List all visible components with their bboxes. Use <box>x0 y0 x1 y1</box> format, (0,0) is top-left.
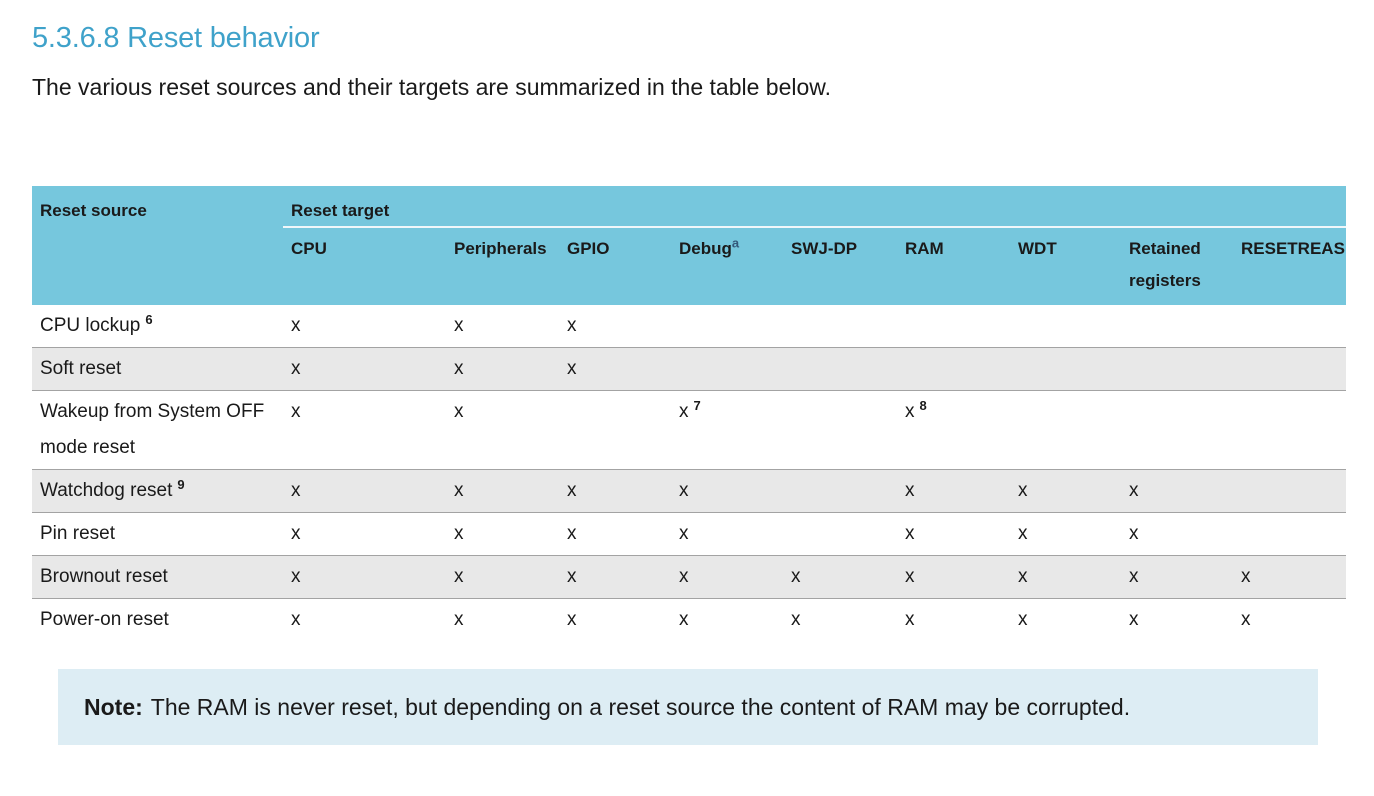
x-mark: x <box>1129 566 1139 587</box>
mark-cell-resetreas <box>1233 470 1346 513</box>
mark-cell-gpio <box>559 470 671 513</box>
x-mark: x <box>454 480 464 501</box>
mark-cell-peripherals <box>446 513 559 556</box>
mark-cell-gpio <box>559 391 671 470</box>
x-mark: x <box>291 523 301 544</box>
reset-source-label: Watchdog reset <box>40 480 173 501</box>
mark-cell-retained-registers <box>1121 556 1233 599</box>
x-mark: x <box>1241 566 1251 587</box>
x-mark: x <box>1018 566 1028 587</box>
reset-source-label: CPU lockup <box>40 315 141 336</box>
x-mark: x <box>679 609 689 630</box>
mark-cell-wdt <box>1010 305 1121 348</box>
mark-cell-retained-registers <box>1121 391 1233 470</box>
column-header-label: WDT <box>1018 239 1057 258</box>
mark-cell-cpu <box>283 305 446 348</box>
mark-cell-debug <box>671 305 783 348</box>
mark-cell-wdt <box>1010 599 1121 642</box>
column-header-gpio <box>559 227 671 305</box>
mark-cell-debug <box>671 391 783 470</box>
mark-cell-resetreas <box>1233 391 1346 470</box>
x-mark: x <box>291 315 301 336</box>
mark-cell-cpu <box>283 556 446 599</box>
column-header-label: Retained registers <box>1129 239 1201 290</box>
note-label: Note: <box>84 694 143 720</box>
mark-cell-debug <box>671 556 783 599</box>
mark-cell-cpu <box>283 470 446 513</box>
x-mark: x <box>291 358 301 379</box>
section-heading: 5.3.6.8 Reset behavior <box>32 22 320 54</box>
x-mark: x <box>905 566 915 587</box>
x-mark: x <box>454 401 464 422</box>
mark-cell-swj-dp <box>783 391 897 470</box>
column-header-cpu <box>283 227 446 305</box>
x-mark: x <box>454 609 464 630</box>
mark-cell-swj-dp <box>783 513 897 556</box>
mark-cell-resetreas <box>1233 556 1346 599</box>
mark-cell-cpu <box>283 513 446 556</box>
mark-cell-swj-dp <box>783 470 897 513</box>
reset-source-label: Pin reset <box>40 523 115 544</box>
column-header-label: SWJ-DP <box>791 239 858 258</box>
x-mark: x <box>1129 523 1139 544</box>
reset-source-cell <box>32 348 283 391</box>
x-mark: x <box>454 566 464 587</box>
x-mark: x <box>791 566 801 587</box>
reset-source-label: Wakeup from System OFF mode reset <box>40 401 265 458</box>
x-mark: x <box>1018 480 1028 501</box>
x-mark: x <box>291 609 301 630</box>
mark-cell-peripherals <box>446 599 559 642</box>
mark-cell-debug <box>671 348 783 391</box>
table-row-cpu-lockup <box>32 305 1346 348</box>
intro-paragraph: The various reset sources and their targets are summarized in the table below. <box>32 74 832 100</box>
footnote-ref-8: 8 <box>919 397 927 413</box>
mark-cell-ram <box>897 305 1010 348</box>
table-row-power-on-reset <box>32 599 1346 642</box>
mark-cell-ram <box>897 513 1010 556</box>
x-mark: x <box>454 358 464 379</box>
mark-cell-gpio <box>559 599 671 642</box>
table-header-group-row <box>32 186 1346 227</box>
reset-source-cell <box>32 305 283 348</box>
mark-cell-cpu <box>283 348 446 391</box>
mark-cell-wdt <box>1010 391 1121 470</box>
column-header-label: Debug <box>679 239 732 258</box>
mark-cell-swj-dp <box>783 599 897 642</box>
mark-cell-ram <box>897 348 1010 391</box>
column-header-swj-dp <box>783 227 897 305</box>
column-header-ram <box>897 227 1010 305</box>
column-header-label: Peripherals <box>454 239 547 258</box>
mark-cell-debug <box>671 599 783 642</box>
footnote-ref-6: 6 <box>145 311 153 327</box>
reset-source-cell <box>32 391 283 470</box>
mark-cell-debug <box>671 470 783 513</box>
mark-cell-ram <box>897 599 1010 642</box>
mark-cell-retained-registers <box>1121 599 1233 642</box>
x-mark: x <box>905 609 915 630</box>
x-mark: x <box>905 523 915 544</box>
reset-source-cell <box>32 556 283 599</box>
reset-source-header: Reset source <box>32 186 283 305</box>
mark-cell-peripherals <box>446 348 559 391</box>
footnote-ref-7: 7 <box>693 397 701 413</box>
x-mark: x <box>679 480 689 501</box>
mark-cell-wdt <box>1010 513 1121 556</box>
mark-cell-peripherals <box>446 556 559 599</box>
note-text: The RAM is never reset, but depending on a reset source the content of RAM may be corrupted. <box>150 694 1131 720</box>
reset-behavior-table <box>32 186 1346 641</box>
x-mark: x <box>567 523 577 544</box>
mark-cell-swj-dp <box>783 305 897 348</box>
reset-source-label: Brownout reset <box>40 566 168 587</box>
reset-source-cell <box>32 470 283 513</box>
mark-cell-gpio <box>559 348 671 391</box>
table-row-watchdog-reset <box>32 470 1346 513</box>
mark-cell-cpu <box>283 391 446 470</box>
x-mark: x <box>567 358 577 379</box>
reset-source-cell <box>32 513 283 556</box>
x-mark: x <box>567 609 577 630</box>
mark-cell-gpio <box>559 513 671 556</box>
x-mark: x <box>567 315 577 336</box>
mark-cell-retained-registers <box>1121 513 1233 556</box>
mark-cell-gpio <box>559 305 671 348</box>
mark-cell-retained-registers <box>1121 305 1233 348</box>
table-row-pin-reset <box>32 513 1346 556</box>
mark-cell-debug <box>671 513 783 556</box>
x-mark: x <box>679 566 689 587</box>
mark-cell-retained-registers <box>1121 470 1233 513</box>
table-row-wakeup-from-system-off-mode-reset <box>32 391 1346 470</box>
x-mark: x <box>679 523 689 544</box>
column-header-label: RAM <box>905 239 944 258</box>
mark-cell-swj-dp <box>783 556 897 599</box>
x-mark: x <box>1129 609 1139 630</box>
x-mark: x <box>905 480 915 501</box>
reset-source-label: Soft reset <box>40 358 122 379</box>
x-mark: x <box>791 609 801 630</box>
reset-target-header: Reset target <box>283 186 1346 227</box>
mark-cell-swj-dp <box>783 348 897 391</box>
x-mark: x <box>679 401 689 422</box>
mark-cell-gpio <box>559 556 671 599</box>
mark-cell-resetreas <box>1233 513 1346 556</box>
x-mark: x <box>1129 480 1139 501</box>
mark-cell-ram <box>897 470 1010 513</box>
mark-cell-wdt <box>1010 470 1121 513</box>
table-header <box>32 186 1346 305</box>
mark-cell-ram <box>897 391 1010 470</box>
column-header-label: GPIO <box>567 239 610 258</box>
x-mark: x <box>291 480 301 501</box>
reset-source-label: Power-on reset <box>40 609 169 630</box>
column-header-label: CPU <box>291 239 327 258</box>
mark-cell-retained-registers <box>1121 348 1233 391</box>
x-mark: x <box>291 401 301 422</box>
mark-cell-cpu <box>283 599 446 642</box>
column-header-label: RESETREAS <box>1241 239 1345 258</box>
table-row-brownout-reset <box>32 556 1346 599</box>
column-header-resetreas <box>1233 227 1346 305</box>
footnote-ref-a[interactable]: a <box>731 235 740 251</box>
x-mark: x <box>1241 609 1251 630</box>
footnote-ref-9: 9 <box>177 476 185 492</box>
column-header-peripherals <box>446 227 559 305</box>
note-box <box>58 669 1318 745</box>
mark-cell-wdt <box>1010 556 1121 599</box>
mark-cell-peripherals <box>446 391 559 470</box>
mark-cell-resetreas <box>1233 348 1346 391</box>
table-row-soft-reset <box>32 348 1346 391</box>
table-body <box>32 305 1346 641</box>
mark-cell-ram <box>897 556 1010 599</box>
x-mark: x <box>1018 523 1028 544</box>
column-header-wdt <box>1010 227 1121 305</box>
x-mark: x <box>567 566 577 587</box>
column-header-retained-registers <box>1121 227 1233 305</box>
x-mark: x <box>454 523 464 544</box>
mark-cell-wdt <box>1010 348 1121 391</box>
mark-cell-peripherals <box>446 470 559 513</box>
x-mark: x <box>567 480 577 501</box>
mark-cell-resetreas <box>1233 599 1346 642</box>
x-mark: x <box>291 566 301 587</box>
column-header-debug <box>671 227 783 305</box>
x-mark: x <box>1018 609 1028 630</box>
mark-cell-resetreas <box>1233 305 1346 348</box>
x-mark: x <box>905 401 915 422</box>
mark-cell-peripherals <box>446 305 559 348</box>
reset-source-cell <box>32 599 283 642</box>
x-mark: x <box>454 315 464 336</box>
